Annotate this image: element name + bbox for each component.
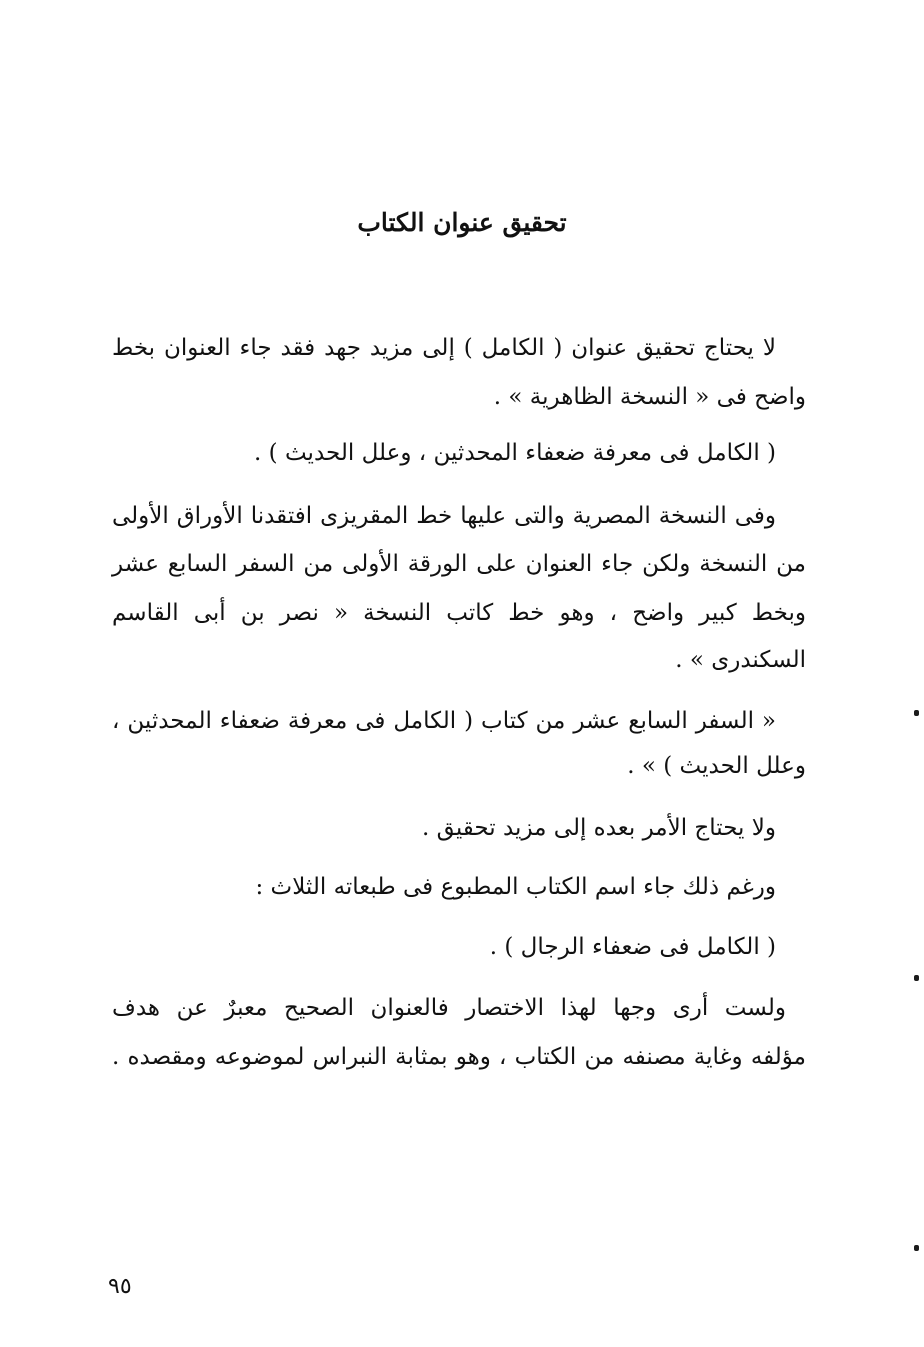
scan-speck [914,975,919,981]
scan-speck [914,1245,919,1251]
text-line-2: واضح فى « النسخة الظاهرية » . [493,384,806,410]
page-title: تحقيق عنوان الكتاب [357,208,567,237]
text-line-5: من النسخة ولكن جاء العنوان على الورقة الأولى من السفر السابع عشر [112,551,806,577]
text-line-9: وعلل الحديث ) » . [627,753,806,779]
text-line-1: لا يحتاج تحقيق عنوان ( الكامل ) إلى مزيد جهد فقد جاء العنوان بخط [112,335,776,361]
text-line-8: « السفر السابع عشر من كتاب ( الكامل فى معرفة ضعفاء المحدثين ، [112,708,776,734]
text-line-3: ( الكامل فى معرفة ضعفاء المحدثين ، وعلل الحديث ) . [254,440,776,466]
text-line-7: السكندرى » . [675,647,806,673]
page-number: ٩٥ [108,1274,132,1299]
scan-speck [914,710,919,716]
text-line-6: وبخط كبير واضح ، وهو خط كاتب النسخة « نصر بن أبى القاسم [112,600,806,626]
text-line-11: ورغم ذلك جاء اسم الكتاب المطبوع فى طبعاته الثلاث : [255,874,776,900]
text-line-13: ولست أرى وجها لهذا الاختصار فالعنوان الصحيح معبرٌ عن هدف [112,995,786,1021]
text-line-12: ( الكامل فى ضعفاء الرجال ) . [489,934,776,960]
text-line-4: وفى النسخة المصرية والتى عليها خط المقريزى افتقدنا الأوراق الأولى [112,503,776,529]
text-line-10: ولا يحتاج الأمر بعده إلى مزيد تحقيق . [422,815,776,841]
text-line-14: مؤلفه وغاية مصنفه من الكتاب ، وهو بمثابة النبراس لموضوعه ومقصده . [112,1044,806,1070]
